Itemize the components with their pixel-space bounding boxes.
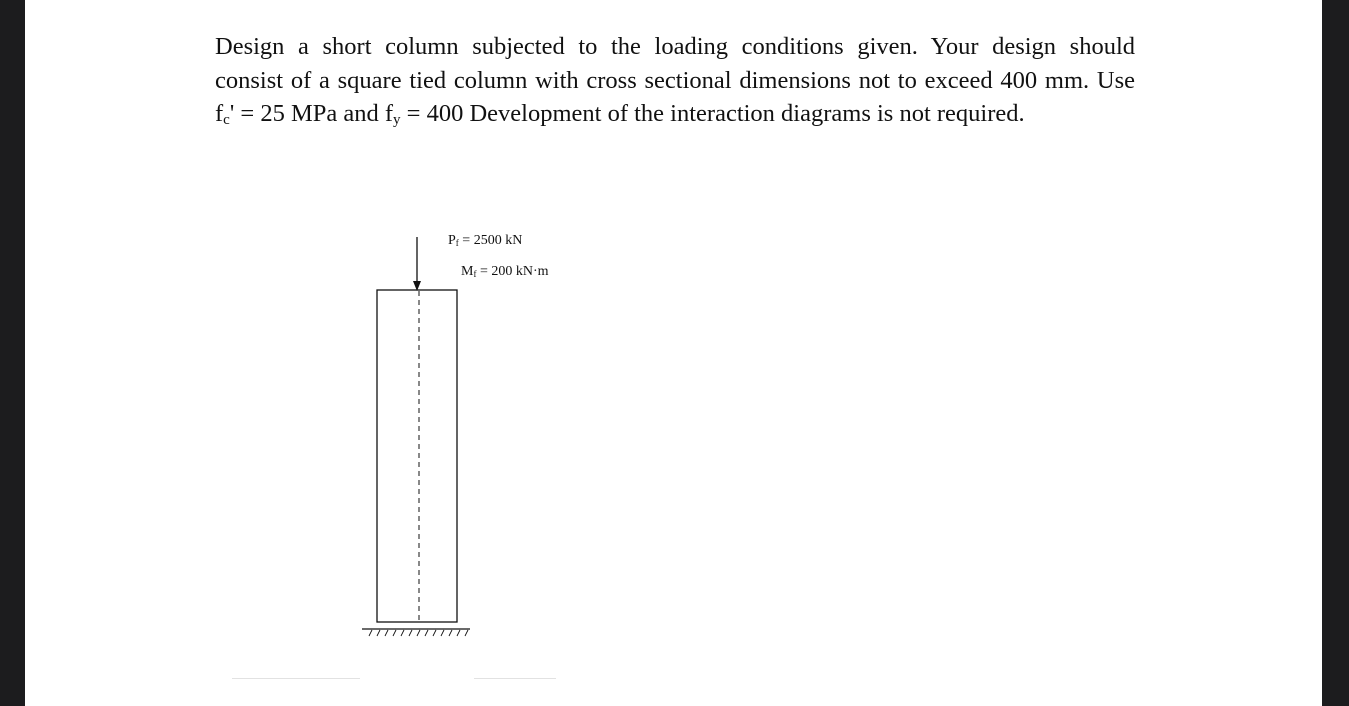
moment-value: = 200 kN·m (476, 264, 549, 279)
fc-rest: ' = 25 MPa and f (229, 100, 394, 127)
load-subscript: f (455, 238, 459, 248)
problem-line-3-tail: = 400 Development of the interaction diagrams is not required. (400, 100, 1025, 127)
faint-rule-left (232, 678, 360, 679)
moment-symbol: M (461, 264, 474, 279)
ground-hatching (369, 630, 468, 636)
problem-line-2: consist of a square tied column with cross sectional dimensions not to exceed 400 mm. Use (215, 66, 1135, 94)
column-diagram (360, 225, 590, 645)
moment-subscript: f (473, 269, 477, 279)
fc-subscript: c (223, 112, 230, 128)
document-page (25, 0, 1322, 706)
column-outline (377, 290, 457, 622)
load-symbol: P (448, 233, 456, 248)
axial-load-label (448, 233, 522, 249)
problem-line-1: Design a short column subjected to the loading conditions given. Your design should (215, 33, 1135, 60)
fy-subscript: y (393, 112, 401, 128)
fc-symbol: f (215, 100, 224, 127)
faint-rule-right (474, 678, 556, 679)
moment-label (461, 264, 549, 280)
problem-line-3 (215, 97, 1135, 131)
column-drawing (360, 225, 590, 645)
load-value: = 2500 kN (458, 233, 523, 248)
problem-statement (215, 30, 1135, 131)
